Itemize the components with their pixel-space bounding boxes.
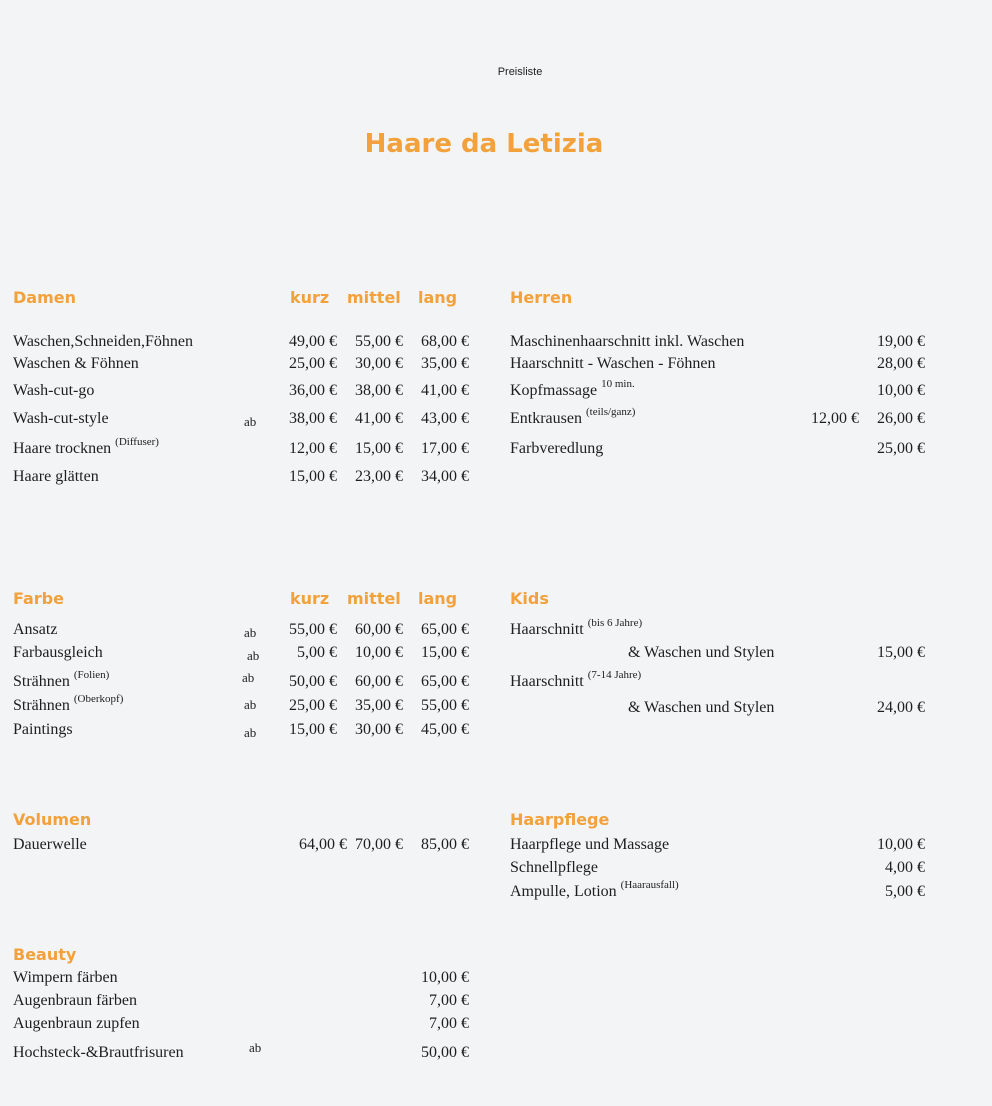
item-name: Ansatz — [13, 621, 58, 638]
ab-marker: ab — [244, 697, 257, 712]
item-name: Haarschnitt - Waschen - Föhnen — [510, 355, 716, 372]
price-mittel: 15,00 € — [355, 440, 403, 457]
item-name: Farbausgleich — [13, 644, 103, 661]
item-name: Haare glätten — [13, 468, 99, 485]
price: 25,00 € — [877, 440, 925, 457]
price-kurz: 38,00 € — [289, 410, 337, 427]
section-title-kids: Kids — [510, 589, 549, 608]
colhead-kurz: kurz — [290, 589, 330, 608]
price-lang: 68,00 € — [421, 333, 469, 350]
item-note: (Folien) — [73, 668, 110, 681]
ab-marker: ab — [244, 414, 257, 429]
price-lang: 41,00 € — [421, 382, 469, 399]
price: 19,00 € — [877, 333, 925, 350]
price-from: 12,00 € — [811, 410, 859, 427]
item-name: Waschen,Schneiden,Föhnen — [13, 333, 193, 350]
item-name — [13, 668, 110, 691]
price-kurz: 25,00 € — [289, 697, 337, 714]
price-kurz: 64,00 € — [299, 836, 347, 853]
price: 7,00 € — [429, 992, 469, 1009]
price-mittel: 55,00 € — [355, 333, 403, 350]
item-label: Haare trocknen — [13, 440, 112, 457]
price-kurz: 55,00 € — [289, 621, 337, 638]
price-kurz: 12,00 € — [289, 440, 337, 457]
item-subline: & Waschen und Stylen — [628, 644, 775, 661]
item-label: Strähnen — [13, 673, 70, 690]
item-name: Augenbraun zupfen — [13, 1015, 140, 1032]
price-mittel: 60,00 € — [355, 621, 403, 638]
item-name — [510, 377, 635, 400]
price: 10,00 € — [877, 382, 925, 399]
price-mittel: 30,00 € — [355, 721, 403, 738]
price: 26,00 € — [877, 410, 925, 427]
price-mittel: 38,00 € — [355, 382, 403, 399]
item-name: Wimpern färben — [13, 969, 118, 986]
ab-marker: ab — [244, 725, 257, 740]
price-kurz: 49,00 € — [289, 333, 337, 350]
price-lang: 55,00 € — [421, 697, 469, 714]
item-note: (7-14 Jahre) — [587, 668, 642, 681]
item-note: (Diffuser) — [115, 435, 159, 448]
item-note: (teils/ganz) — [585, 405, 636, 418]
item-label: Strähnen — [13, 697, 70, 714]
page-title: Haare da Letizia — [364, 129, 604, 159]
price: 4,00 € — [885, 859, 925, 876]
price: 50,00 € — [421, 1044, 469, 1061]
price-lang: 35,00 € — [421, 355, 469, 372]
ab-marker: ab — [249, 1040, 262, 1055]
item-name: Haarpflege und Massage — [510, 836, 670, 853]
price-mittel: 23,00 € — [355, 468, 403, 485]
item-label: Haarschnitt — [510, 621, 584, 638]
item-note: (Oberkopf) — [73, 692, 124, 705]
item-note: (bis 6 Jahre) — [587, 616, 643, 629]
price-mittel: 70,00 € — [355, 836, 403, 853]
price-kurz: 50,00 € — [289, 673, 337, 690]
price-mittel: 41,00 € — [355, 410, 403, 427]
price: 15,00 € — [877, 644, 925, 661]
colhead-lang: lang — [418, 589, 458, 608]
ab-marker: ab — [247, 648, 260, 663]
price-lang: 34,00 € — [421, 468, 469, 485]
item-label: Entkrausen — [510, 410, 582, 427]
item-name: Wash-cut-style — [13, 410, 109, 427]
price: 28,00 € — [877, 355, 925, 372]
item-name: Schnellpflege — [510, 859, 598, 876]
item-note: (Haarausfall) — [620, 878, 679, 891]
price-lang: 15,00 € — [421, 644, 469, 661]
item-name — [510, 668, 642, 691]
section-title-volumen: Volumen — [13, 810, 92, 829]
price-mittel: 10,00 € — [355, 644, 403, 661]
price: 5,00 € — [885, 883, 925, 900]
item-label: Haarschnitt — [510, 673, 584, 690]
price-mittel: 35,00 € — [355, 697, 403, 714]
ab-marker: ab — [244, 625, 257, 640]
item-name — [13, 692, 124, 715]
price-kurz: 15,00 € — [289, 721, 337, 738]
item-name: Maschinenhaarschnitt inkl. Waschen — [510, 333, 745, 350]
price-lang: 17,00 € — [421, 440, 469, 457]
item-name — [510, 405, 636, 428]
section-title-haarpflege: Haarpflege — [510, 810, 610, 829]
price: 10,00 € — [421, 969, 469, 986]
item-note: 10 min. — [601, 377, 635, 390]
price-mittel: 60,00 € — [355, 673, 403, 690]
item-label: Kopfmassage — [510, 382, 598, 399]
page-subtitle: Preisliste — [497, 66, 543, 78]
price: 7,00 € — [429, 1015, 469, 1032]
item-name: Dauerwelle — [13, 836, 87, 853]
price-lang: 85,00 € — [421, 836, 469, 853]
item-name — [13, 435, 159, 458]
price: 24,00 € — [877, 699, 925, 716]
price-lang: 43,00 € — [421, 410, 469, 427]
price-lang: 45,00 € — [421, 721, 469, 738]
item-name: Wash-cut-go — [13, 382, 95, 399]
item-label: Ampulle, Lotion — [510, 883, 617, 900]
price-lang: 65,00 € — [421, 621, 469, 638]
price: 10,00 € — [877, 836, 925, 853]
colhead-mittel: mittel — [347, 589, 401, 608]
item-subline: & Waschen und Stylen — [628, 699, 775, 716]
item-name — [510, 878, 679, 901]
item-name: Waschen & Föhnen — [13, 355, 139, 372]
price-mittel: 30,00 € — [355, 355, 403, 372]
price-kurz: 36,00 € — [289, 382, 337, 399]
item-name: Hochsteck-&Brautfrisuren — [13, 1044, 184, 1061]
item-name — [510, 616, 643, 639]
section-title-damen: Damen — [13, 288, 76, 307]
item-name: Paintings — [13, 721, 73, 738]
colhead-lang: lang — [418, 288, 458, 307]
section-title-herren: Herren — [510, 288, 573, 307]
price-kurz: 25,00 € — [289, 355, 337, 372]
price-kurz: 5,00 € — [297, 644, 337, 661]
ab-marker: ab — [242, 670, 255, 685]
price-lang: 65,00 € — [421, 673, 469, 690]
item-name: Farbveredlung — [510, 440, 604, 457]
section-title-farbe: Farbe — [13, 589, 64, 608]
colhead-kurz: kurz — [290, 288, 330, 307]
price-kurz: 15,00 € — [289, 468, 337, 485]
colhead-mittel: mittel — [347, 288, 401, 307]
section-title-beauty: Beauty — [13, 945, 77, 964]
item-name: Augenbraun färben — [13, 992, 137, 1009]
